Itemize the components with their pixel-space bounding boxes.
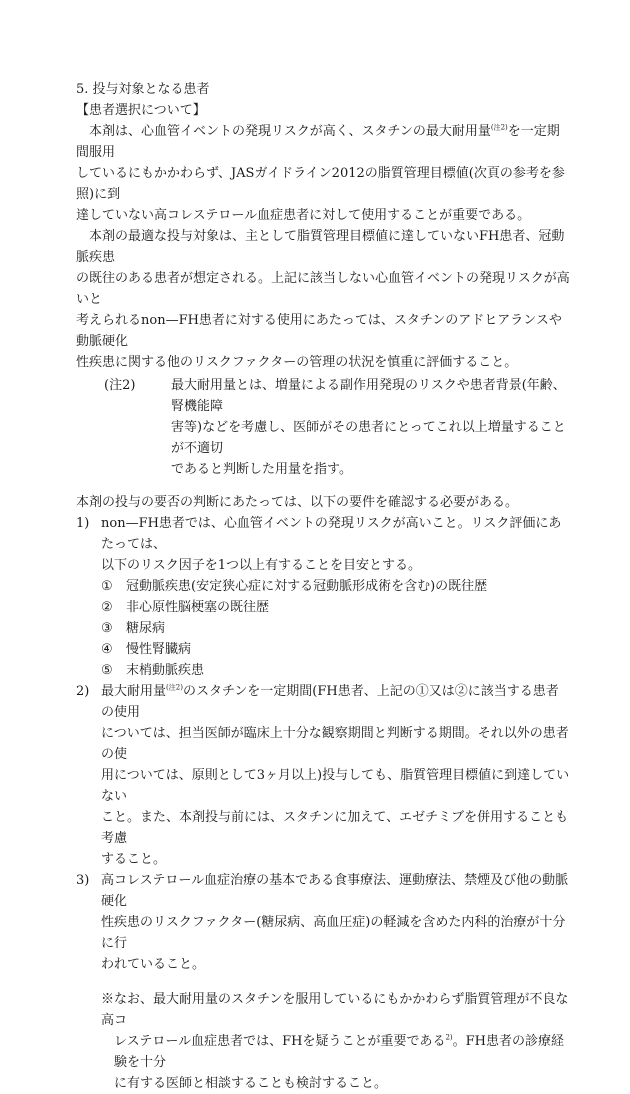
item-line xyxy=(101,681,570,723)
risk-factor-mark: ② xyxy=(101,600,113,615)
paragraph-line: 性疾患に関する他のリスクファクターの管理の状況を慎重に評価すること。 xyxy=(76,355,518,370)
risk-factor: 糖尿病 xyxy=(126,621,166,636)
text: レステロール血症患者では、FHを疑うことが重要である xyxy=(114,1034,446,1049)
risk-factor: 非心原性脳梗塞の既往歴 xyxy=(126,600,270,615)
risk-factor: 慢性腎臓病 xyxy=(126,642,192,657)
risk-factor-item xyxy=(76,576,570,597)
subheading: 【患者選択について】 xyxy=(76,103,206,118)
risk-factor-item xyxy=(76,597,570,618)
note-line: 害等)などを考慮し、医師がその患者にとってこれ以上増量することが不適切 xyxy=(171,420,566,456)
note-line: 最大耐用量とは、増量による副作用発現のリスクや患者背景(年齢、腎機能障 xyxy=(171,378,566,414)
reference-mark: 2) xyxy=(445,1033,453,1042)
risk-factor-mark: ③ xyxy=(101,621,113,636)
risk-factor-item xyxy=(76,660,570,681)
item-number: 1) xyxy=(76,516,90,531)
item-line: 高コレステロール血症治療の基本である食事療法、運動療法、禁煙及び他の動脈硬化 xyxy=(101,873,569,909)
paragraph-line: 本剤の最適な投与対象は、主として脂質管理目標値に達していないFH患者、冠動脈疾患 xyxy=(76,229,565,265)
paragraph-line: 達していない高コレステロール血症患者に対して使用することが重要である。 xyxy=(76,208,531,223)
requirement-3 xyxy=(76,870,570,975)
paragraph-line xyxy=(76,121,570,163)
item-line: については、担当医師が臨床上十分な観察期間と判断する期間。それ以外の患者の使 xyxy=(101,726,569,762)
text: 最大耐用量 xyxy=(101,684,167,699)
risk-factor-mark: ⑤ xyxy=(101,663,113,678)
note-2 xyxy=(76,375,570,480)
risk-factor-item xyxy=(76,639,570,660)
item-line: こと。また、本剤投与前には、スタチンに加えて、エゼチミブを併用することも考慮 xyxy=(101,810,569,846)
item-line: 性疾患のリスクファクター(糖尿病、高血圧症)の軽減を含めた内科的治療が十分に行 xyxy=(101,915,566,951)
item-line: われていること。 xyxy=(101,957,206,972)
section-title: 5. 投与対象となる患者 xyxy=(76,82,210,97)
item-number: 2) xyxy=(76,684,90,699)
text: 。FH患者の診療経験を十分 xyxy=(114,1034,564,1070)
text: 本剤は、心血管イベントの発現リスクが高く、スタチンの最大耐用量 xyxy=(76,124,491,139)
risk-factor-mark: ④ xyxy=(101,642,113,657)
risk-factor-item xyxy=(76,618,570,639)
paragraph-line: しているにもかかわらず、JASガイドライン2012の脂質管理目標値(次頁の参考を参照)に到 xyxy=(76,166,565,202)
requirements-intro: 本剤の投与の要否の判断にあたっては、以下の要件を確認する必要がある。 xyxy=(76,495,519,510)
item-line: 用については、原則として3ヶ月以上)投与しても、脂質管理目標値に到達していない xyxy=(101,768,570,804)
item-line: 以下のリスク因子を1つ以上有することを目安とする。 xyxy=(101,558,422,573)
item-line: non—FH患者では、心血管イベントの発現リスクが高いこと。リスク評価にあたっては、 xyxy=(101,516,562,552)
text: のスタチンを一定期間(FH患者、上記の①又は②に該当する患者の使用 xyxy=(101,684,559,720)
footnote-line xyxy=(114,1031,570,1073)
paragraph-line: の既往のある患者が想定される。上記に該当しない心血管イベントの発現リスクが高いと xyxy=(76,271,570,307)
paragraph-line: 考えられるnon—FH患者に対する使用にあたっては、スタチンのアドヒアランスや動脈硬化 xyxy=(76,313,562,349)
item-line: すること。 xyxy=(101,852,167,867)
note-ref: (注2) xyxy=(166,683,183,692)
footnote-line: に有する医師と相談することも検討すること。 xyxy=(114,1076,388,1091)
requirement-2 xyxy=(76,681,570,870)
text: を一定期間服用 xyxy=(76,124,560,160)
item-number: 3) xyxy=(76,873,90,888)
risk-factor-mark: ① xyxy=(101,579,113,594)
requirement-1 xyxy=(76,513,570,576)
risk-factor: 末梢動脈疾患 xyxy=(126,663,205,678)
footnote-line: ※なお、最大耐用量のスタチンを服用しているにもかかわらず脂質管理が不良な高コ xyxy=(101,992,569,1028)
note-ref: (注2) xyxy=(490,123,508,132)
risk-factor: 冠動脈疾患(安定狭心症に対する冠動脈形成術を含む)の既往歴 xyxy=(126,579,488,594)
note-line: であると判断した用量を指す。 xyxy=(171,462,352,477)
note-label: (注2) xyxy=(104,378,136,393)
